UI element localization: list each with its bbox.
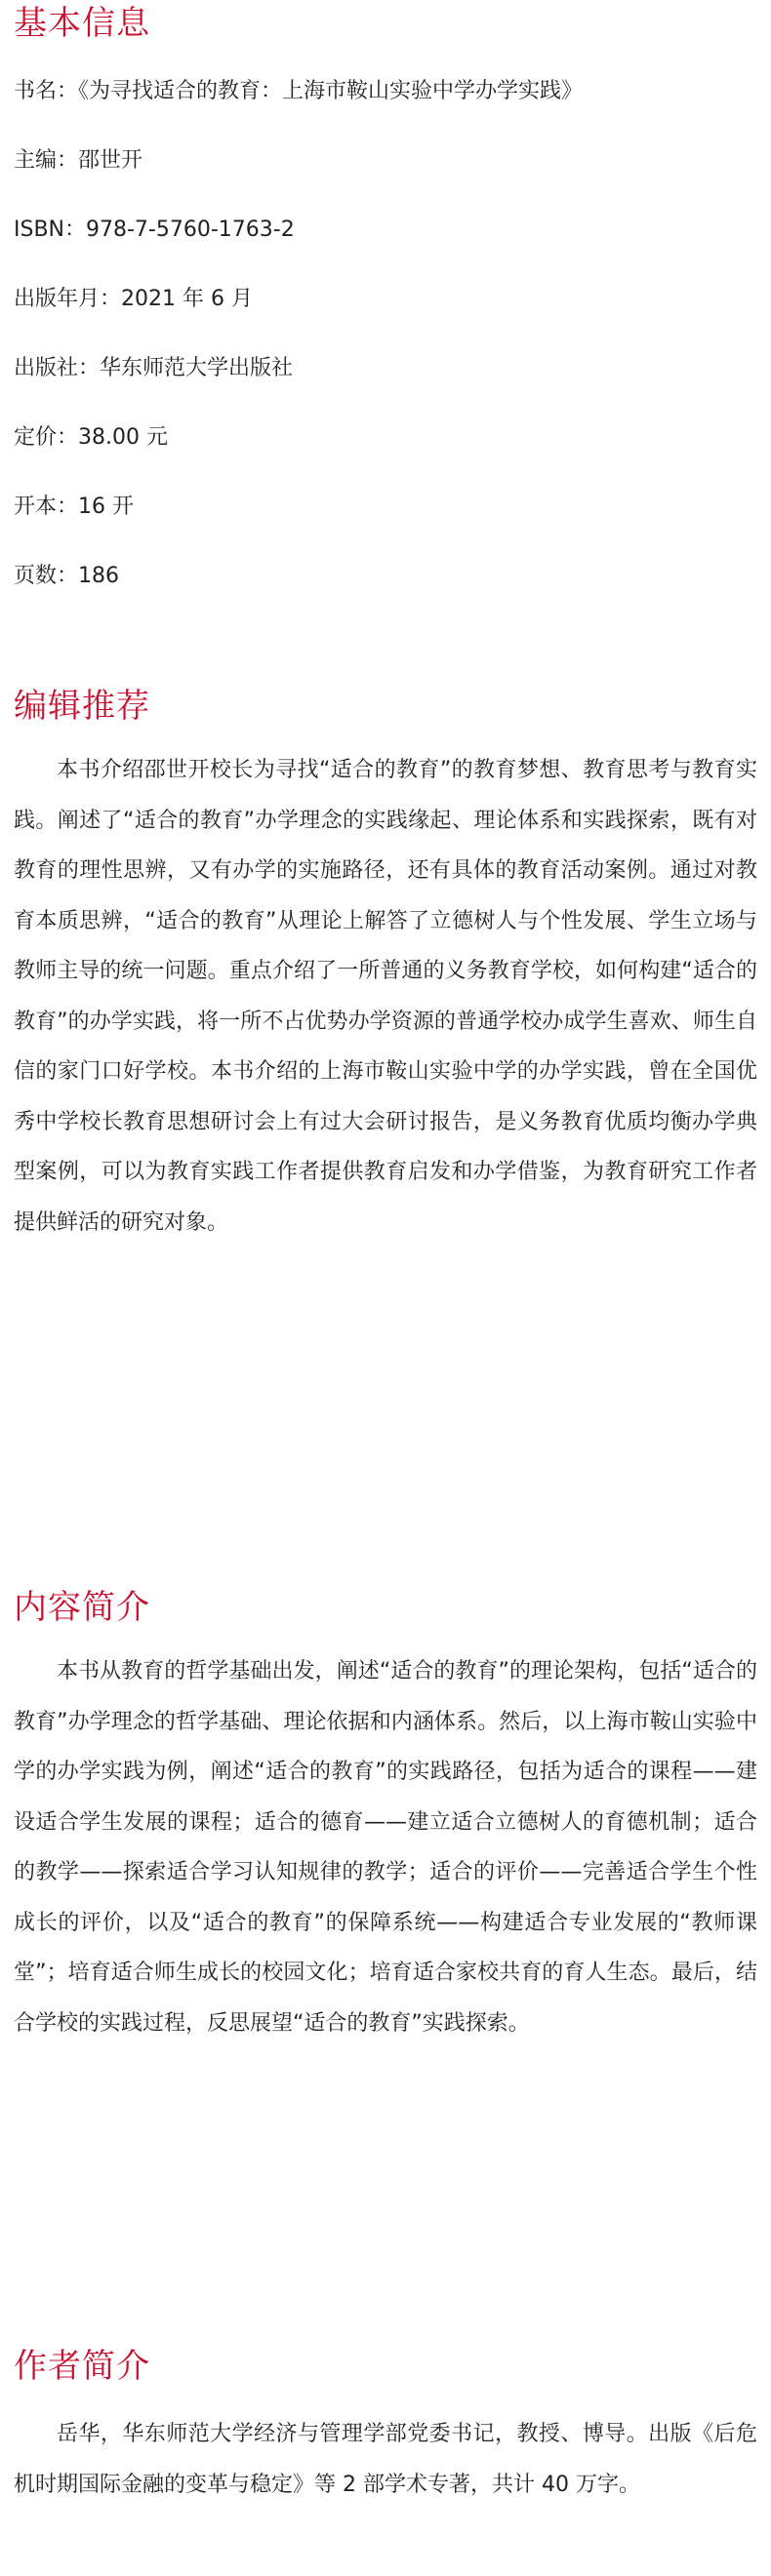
info-line-format: 开本：16 开 (14, 495, 134, 519)
basic-info-list (14, 57, 757, 611)
info-line-price: 定价：38.00 元 (14, 425, 168, 450)
author-intro-text: 岳华，华东师范大学经济与管理学部党委书记，教授、博导。出版《后危机时期国际金融的变革与稳定》等 2 部学术专著，共计 40 万字。 (14, 2422, 757, 2497)
content-summary-text: 本书从教育的哲学基础出发，阐述“适合的教育”的理论架构，包括“适合的教育”办学理念的哲学基础、理论依据和内涵体系。然后，以上海市鞍山实验中学的办学实践为例，阐述“适合的教育”的实践路径，包括为适合的课程——建设适合学生发展的课程；适合的德育——建立适合立德树人的育德机制；适合的教学——探索适合学习认知规律的教学；适合的评价——完善适合学生个性成长的评价，以及“适合的教育”的保障系统——构建适合专业发展的“教师课堂”；培育适合师生成长的校园文化；培育适合家校共育的育人生态。最后，结合学校的实践过程，反思展望“适合的教育”实践探索。 (14, 1659, 757, 2036)
basic-info-heading: 基本信息 (14, 4, 150, 43)
info-line-publish-date: 出版年月：2021 年 6 月 (14, 287, 253, 311)
content-summary-section (14, 1584, 757, 2048)
editor-recommendation-heading: 编辑推荐 (14, 687, 150, 726)
info-line-editor: 主编：邵世开 (14, 148, 143, 173)
basic-info-section (14, 0, 757, 611)
editor-recommendation-section (14, 683, 757, 1248)
editor-recommendation-text: 本书介绍邵世开校长为寻找“适合的教育”的教育梦想、教育思考与教育实践。阐述了“适合的教育”办学理念的实践缘起、理论体系和实践探索，既有对教育的理性思辨，又有办学的实施路径，还有具体的教育活动案例。通过对教育本质思辨，“适合的教育”从理论上解答了立德树人与个性发展、学生立场与教师主导的统一问题。重点介绍了一所普通的义务教育学校，如何构建“适合的教育”的办学实践，将一所不占优势办学资源的普通学校办成学生喜欢、师生自信的家门口好学校。本书介绍的上海市鞍山实验中学的办学实践，曾在全国优秀中学校长教育思想研讨会上有过大会研讨报告，是义务教育优质均衡办学典型案例，可以为教育实践工作者提供教育启发和办学借鉴，为教育研究工作者提供鲜活的研究对象。 (14, 758, 757, 1235)
info-line-book-title: 书名：《为寻找适合的教育：上海市鞍山实验中学办学实践》 (14, 79, 584, 103)
info-line-publisher: 出版社：华东师范大学出版社 (14, 356, 294, 380)
author-intro-section (14, 2343, 757, 2510)
info-line-pages: 页数：186 (14, 564, 119, 588)
info-line-isbn: ISBN：978-7-5760-1763-2 (14, 218, 295, 242)
content-summary-heading: 内容简介 (14, 1588, 150, 1627)
author-intro-heading: 作者简介 (14, 2347, 150, 2386)
